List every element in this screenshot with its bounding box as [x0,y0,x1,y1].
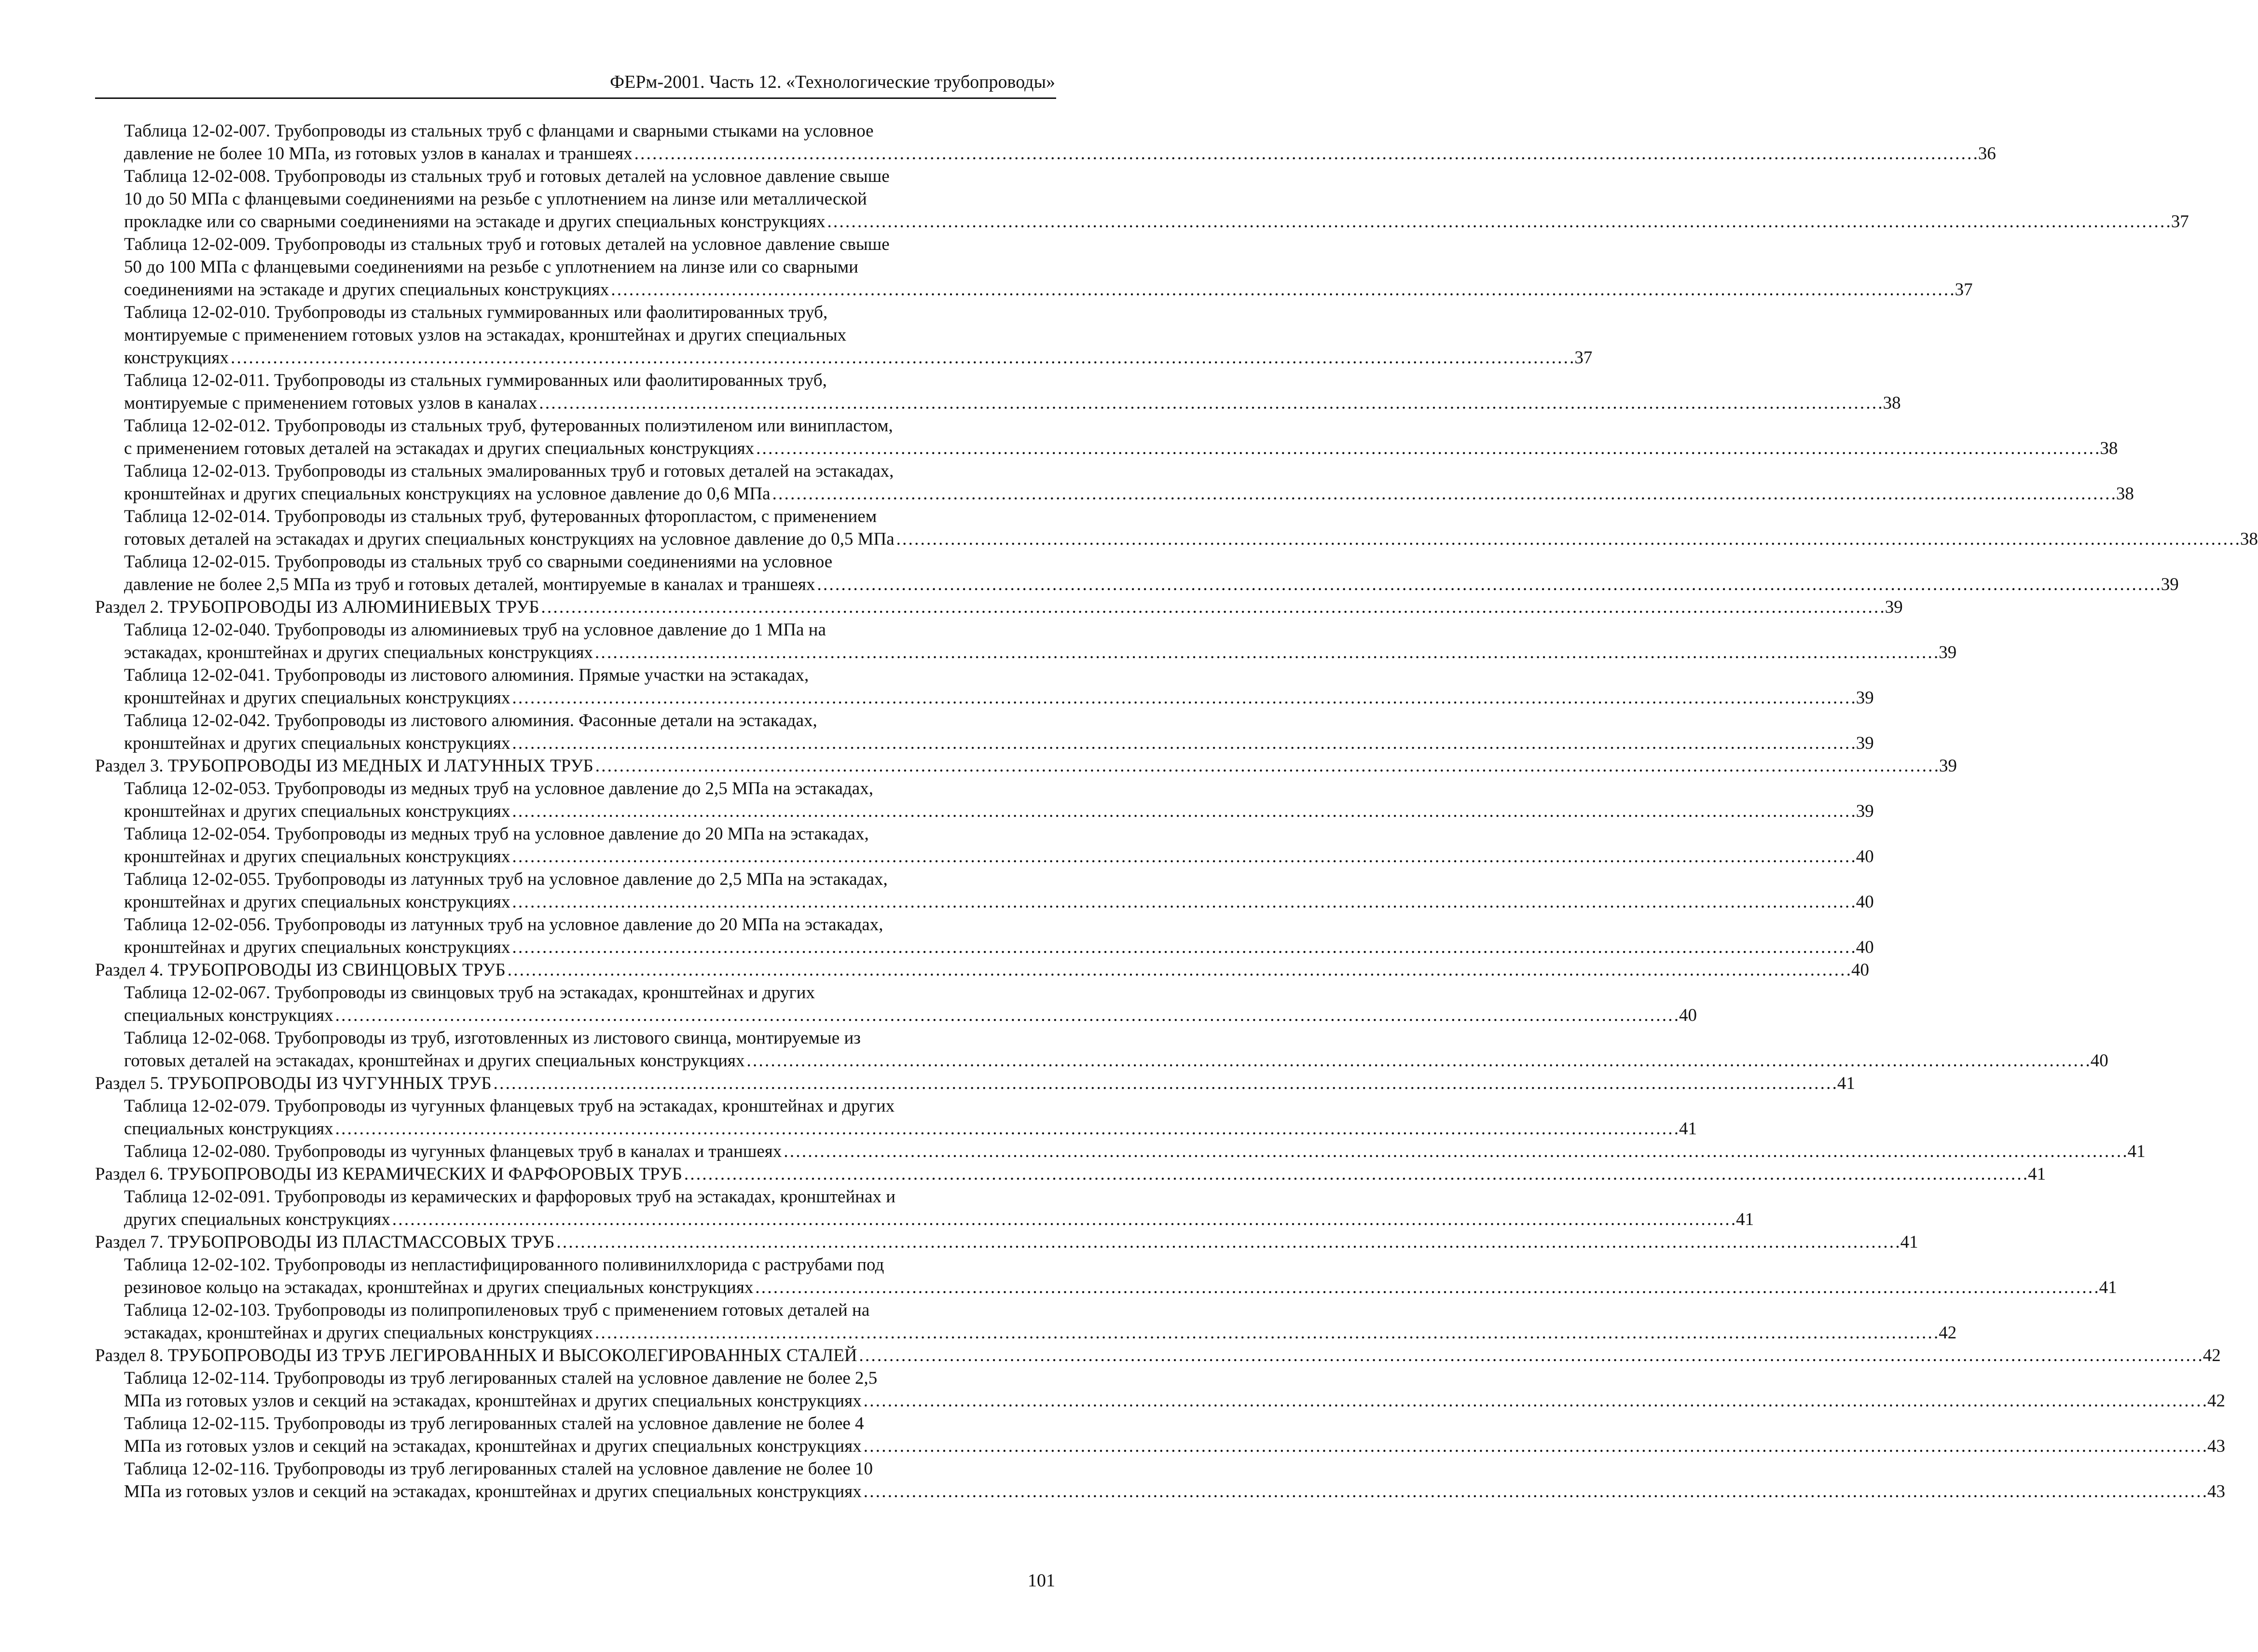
toc-section-entry[interactable] [95,959,1869,981]
toc-entry-line: Таблица 12-02-080. Трубопроводы из чугунных фланцевых труб в каналах и траншеях [124,1142,782,1161]
toc-entry-line: Таблица 12-02-040. Трубопроводы из алюминиевых труб на условное давление до 1 МПа на [124,620,826,640]
toc-entry-line: резиновое кольцо на эстакадах, кронштейнах и других специальных конструкциях [124,1278,754,1297]
toc-entry-line: готовых деталей на эстакадах и других специальных конструкциях на условное давление до 0,5 МПа [124,529,895,549]
toc-entry-line: эстакадах, кронштейнах и других специальных конструкциях [124,643,593,662]
toc-table-entry[interactable] [95,1027,2108,1072]
toc-entry-last-line [95,1231,1918,1253]
toc-entry-last-line [124,891,1874,913]
toc-section-entry[interactable] [95,755,1957,777]
toc-page-ref: 37 [1955,280,1973,300]
dot-leader [896,528,2238,551]
toc-entry-line: специальных конструкциях [124,1119,333,1139]
dot-leader [595,1322,1937,1344]
toc-page-ref: 39 [1856,688,1874,708]
toc-page-ref: 38 [1883,393,1901,413]
toc-entry-line: Раздел 6. ТРУБОПРОВОДЫ ИЗ КЕРАМИЧЕСКИХ И ФАРФОРОВЫХ ТРУБ [95,1164,682,1184]
toc-entry-line: давление не более 10 МПа, из готовых узлов в каналах и траншеях [124,144,633,164]
dot-leader [595,755,1937,777]
toc-entry-line: кронштейнах и других специальных конструкциях [124,733,510,753]
dot-leader [512,845,1854,868]
toc-entry-line: монтируемые с применением готовых узлов на эстакадах, кронштейнах и других специальных [124,325,847,345]
toc-page-ref: 41 [1837,1074,1855,1093]
toc-page-ref: 40 [2090,1051,2108,1071]
toc-entry-line: Таблица 12-02-114. Трубопроводы из труб легированных сталей на условное давление не более 2,5 [124,1368,878,1388]
toc-page-ref: 37 [1574,348,1593,368]
toc-entry-line: Таблица 12-02-012. Трубопроводы из стальных труб, футерованных полиэтиленом или винипластом, [124,416,893,436]
toc-entry-line: Таблица 12-02-103. Трубопроводы из полипропиленовых труб с применением готовых деталей на [124,1300,870,1320]
toc-table-entry[interactable] [95,1140,2146,1163]
toc-entry-line: эстакадах, кронштейнах и других специальных конструкциях [124,1323,593,1343]
toc-table-entry[interactable] [95,1095,1697,1140]
toc-page-ref: 41 [2028,1164,2046,1184]
toc-entry-last-line [124,800,1874,823]
toc-entry-line: Раздел 4. ТРУБОПРОВОДЫ ИЗ СВИНЦОВЫХ ТРУБ [95,960,506,980]
toc-entry-line: Таблица 12-02-067. Трубопроводы из свинцовых труб на эстакадах, кронштейнах и других [124,983,815,1003]
toc-entry-line: Таблица 12-02-014. Трубопроводы из стальных труб, футерованных фторопластом, с применением [124,507,877,526]
toc-table-entry[interactable] [95,1253,2117,1299]
dot-leader [512,687,1854,709]
toc-entry-last-line [95,1344,2221,1367]
toc-entry-last-line [124,210,2189,233]
toc-table-entry[interactable] [95,233,1973,301]
toc-entry-last-line [124,278,1973,301]
dot-leader [611,278,1953,301]
dot-leader [755,1276,2097,1299]
toc-entry-last-line [124,1390,2225,1412]
dot-leader [556,1231,1898,1253]
dot-leader [772,482,2114,505]
toc-table-entry[interactable] [95,777,1874,823]
dot-leader [864,1480,2205,1503]
toc-table-entry[interactable] [95,913,1874,959]
toc-page-ref: 39 [1856,801,1874,821]
dot-leader [817,573,2159,596]
toc-entry-line: Таблица 12-02-013. Трубопроводы из стальных эмалированных труб и готовых деталей на эстакадах, [124,461,894,481]
toc-table-entry[interactable] [95,505,2258,551]
toc-entry-last-line [124,1480,2225,1503]
toc-entry-last-line [124,573,2179,596]
toc-section-entry[interactable] [95,1072,1855,1095]
toc-entry-line: Таблица 12-02-079. Трубопроводы из чугунных фланцевых труб на эстакадах, кронштейнах и других [124,1096,895,1116]
toc-entry-line: соединениями на эстакаде и других специальных конструкциях [124,280,609,300]
dot-leader [392,1208,1734,1231]
toc-table-entry[interactable] [95,981,1697,1027]
toc-entry-last-line [124,437,2118,460]
dot-leader [864,1390,2205,1412]
toc-entry-line: монтируемые с применением готовых узлов в каналах [124,393,537,413]
toc-entry-last-line [124,1435,2225,1458]
toc-entry-last-line [124,392,1901,414]
toc-entry-line: Раздел 7. ТРУБОПРОВОДЫ ИЗ ПЛАСТМАССОВЫХ ТРУБ [95,1232,555,1252]
toc-entry-line: Таблица 12-02-055. Трубопроводы из латунных труб на условное давление до 2,5 МПа на эстакадах, [124,869,888,889]
toc-entry-line: Раздел 3. ТРУБОПРОВОДЫ ИЗ МЕДНЫХ И ЛАТУННЫХ ТРУБ [95,756,593,776]
toc-entry-line: кронштейнах и других специальных конструкциях [124,847,510,867]
toc-section-entry[interactable] [95,596,1903,619]
toc-entry-last-line [124,641,1957,664]
toc-entry-line: Таблица 12-02-091. Трубопроводы из керамических и фарфоровых труб на эстакадах, кронштейнах и [124,1187,896,1207]
dot-leader [747,1049,2089,1072]
dot-leader [827,210,2169,233]
toc-entry-line: других специальных конструкциях [124,1210,390,1229]
toc-page-ref: 40 [1856,937,1874,957]
toc-table-entry[interactable] [95,369,1901,414]
toc-table-entry[interactable] [95,709,1874,755]
toc-entry-line: кронштейнах и других специальных конструкциях [124,937,510,957]
toc-page-ref: 38 [2240,529,2258,549]
dot-leader [231,346,1572,369]
toc-entry-line: специальных конструкциях [124,1005,333,1025]
page-number: 101 [1028,1570,1055,1591]
toc-page-ref: 41 [2127,1142,2146,1161]
toc-entry-line: Таблица 12-02-053. Трубопроводы из медных труб на условное давление до 2,5 МПа на эстакадах, [124,779,873,798]
toc-entry-line: МПа из готовых узлов и секций на эстакадах, кронштейнах и других специальных конструкциях [124,1436,862,1456]
toc-entry-line: Таблица 12-02-115. Трубопроводы из труб легированных сталей на условное давление не более 4 [124,1414,864,1433]
toc-table-entry[interactable] [95,1299,1957,1344]
toc-page-ref: 39 [1939,643,1957,662]
toc-table-entry[interactable] [95,664,1874,709]
toc-page-ref: 38 [2116,484,2134,504]
toc-entry-line: Таблица 12-02-102. Трубопроводы из непластифицированного поливинилхлорида с раструбами под [124,1255,884,1275]
toc-entry-line: МПа из готовых узлов и секций на эстакадах, кронштейнах и других специальных конструкциях [124,1391,862,1411]
toc-entry-last-line [124,1117,1697,1140]
toc-page-ref: 43 [2207,1482,2225,1501]
toc-entry-line: Таблица 12-02-068. Трубопроводы из труб, изготовленных из листового свинца, монтируемые из [124,1028,861,1048]
toc-table-entry[interactable] [95,619,1957,664]
toc-table-entry[interactable] [95,1458,2225,1503]
toc-entry-line: готовых деталей на эстакадах, кронштейнах и других специальных конструкциях [124,1051,745,1071]
toc-page-ref: 40 [1856,847,1874,867]
toc-page-ref: 40 [1856,892,1874,912]
toc-entry-line: 10 до 50 МПа с фланцевыми соединениями на резьбе с уплотнением на линзе или металлической [124,189,867,209]
toc-entry-line: Раздел 5. ТРУБОПРОВОДЫ ИЗ ЧУГУННЫХ ТРУБ [95,1074,492,1093]
toc-entry-line: 50 до 100 МПа с фланцевыми соединениями на резьбе с уплотнением на линзе или со сварными [124,257,858,277]
toc-entry-last-line [124,687,1874,709]
toc-entry-line: кронштейнах и других специальных конструкциях [124,801,510,821]
toc-entry-line: конструкциях [124,348,229,368]
dot-leader [864,1435,2205,1458]
toc-entry-line: Раздел 8. ТРУБОПРОВОДЫ ИЗ ТРУБ ЛЕГИРОВАННЫХ И ВЫСОКОЛЕГИРОВАННЫХ СТАЛЕЙ [95,1346,857,1365]
dot-leader [512,891,1854,913]
toc-entry-last-line [124,142,1996,165]
toc-entry-line: Таблица 12-02-007. Трубопроводы из стальных труб с фланцами и сварными стыками на условное [124,121,874,141]
toc-entry-last-line [124,346,1593,369]
dot-leader [494,1072,1835,1095]
toc-table-entry[interactable] [95,1185,1754,1231]
toc-page-ref: 42 [2203,1346,2221,1365]
toc-entry-line: Таблица 12-02-015. Трубопроводы из стальных труб со сварными соединениями на условное [124,552,833,572]
toc-page-ref: 39 [1939,756,1957,776]
toc-entry-last-line [95,596,1903,619]
toc-page-ref: 39 [2161,575,2179,594]
toc-entry-last-line [124,1208,1754,1231]
toc-page-ref: 39 [1885,597,1903,617]
toc-entry-last-line [124,1140,2146,1163]
toc-entry-last-line [95,1163,2046,1185]
dot-leader [595,641,1937,664]
toc-page-ref: 41 [2099,1278,2117,1297]
toc-table-entry[interactable] [95,301,1593,369]
toc-page-ref: 39 [1856,733,1874,753]
toc-entry-last-line [124,732,1874,755]
toc-entry-line: Раздел 2. ТРУБОПРОВОДЫ ИЗ АЛЮМИНИЕВЫХ ТРУБ [95,597,539,617]
toc-entry-line: Таблица 12-02-042. Трубопроводы из листового алюминия. Фасонные детали на эстакадах, [124,711,817,730]
toc-page-ref: 38 [2100,439,2118,458]
toc-table-entry[interactable] [95,823,1874,868]
toc-table-entry[interactable] [95,460,2134,505]
toc-entry-last-line [124,1004,1697,1027]
dot-leader [512,936,1854,959]
toc-entry-last-line [124,845,1874,868]
toc-entry-line: Таблица 12-02-009. Трубопроводы из стальных труб и готовых деталей на условное давление свыше [124,234,890,254]
table-of-contents [95,120,2258,1503]
toc-table-entry[interactable] [95,165,2189,233]
toc-entry-last-line [124,1276,2117,1299]
toc-table-entry[interactable] [95,1367,2225,1412]
toc-entry-line: Таблица 12-02-116. Трубопроводы из труб легированных сталей на условное давление не более 10 [124,1459,873,1479]
header-rule [95,97,1056,99]
toc-table-entry[interactable] [95,551,2179,596]
toc-entry-line: прокладке или со сварными соединениями на эстакаде и других специальных конструкциях [124,212,826,232]
toc-entry-line: Таблица 12-02-010. Трубопроводы из стальных гуммированных или фаолитированных труб, [124,303,828,322]
toc-entry-last-line [124,528,2258,551]
toc-entry-last-line [124,936,1874,959]
toc-page-ref: 36 [1978,144,1996,164]
toc-entry-last-line [124,482,2134,505]
toc-entry-last-line [124,1322,1957,1344]
toc-page-ref: 41 [1736,1210,1754,1229]
dot-leader [859,1344,2201,1367]
toc-table-entry[interactable] [95,868,1874,913]
dot-leader [541,596,1883,619]
toc-table-entry[interactable] [95,1412,2225,1458]
toc-entry-line: Таблица 12-02-054. Трубопроводы из медных труб на условное давление до 20 МПа на эстакадах, [124,824,869,844]
dot-leader [684,1163,2026,1185]
toc-entry-line: Таблица 12-02-056. Трубопроводы из латунных труб на условное давление до 20 МПа на эстакадах, [124,915,883,935]
toc-page-ref: 40 [1679,1005,1697,1025]
toc-table-entry[interactable] [95,414,2118,460]
toc-page-ref: 37 [2171,212,2189,232]
toc-table-entry[interactable] [95,120,1996,165]
dot-leader [756,437,2098,460]
toc-page-ref: 42 [2207,1391,2225,1411]
toc-entry-line: кронштейнах и других специальных конструкциях на условное давление до 0,6 МПа [124,484,771,504]
dot-leader [512,800,1854,823]
toc-entry-last-line [124,1049,2108,1072]
dot-leader [784,1140,2125,1163]
toc-entry-line: Таблица 12-02-008. Трубопроводы из стальных труб и готовых деталей на условное давление свыше [124,166,890,186]
toc-entry-line: с применением готовых деталей на эстакадах и других специальных конструкциях [124,439,755,458]
toc-entry-last-line [95,959,1869,981]
toc-entry-line: кронштейнах и других специальных конструкциях [124,688,510,708]
toc-entry-line: Таблица 12-02-011. Трубопроводы из стальных гуммированных или фаолитированных труб, [124,371,827,390]
dot-leader [539,392,1881,414]
toc-page-ref: 40 [1851,960,1869,980]
dot-leader [512,732,1854,755]
toc-entry-line: кронштейнах и других специальных конструкциях [124,892,510,912]
running-header: ФЕРм-2001. Часть 12. «Технологические трубопроводы» [610,72,1055,92]
toc-page-ref: 41 [1679,1119,1697,1139]
toc-section-entry[interactable] [95,1231,1918,1253]
toc-entry-last-line [95,1072,1855,1095]
dot-leader [634,142,1976,165]
toc-entry-last-line [95,755,1957,777]
dot-leader [335,1004,1677,1027]
toc-section-entry[interactable] [95,1344,2221,1367]
dot-leader [508,959,1849,981]
toc-entry-line: Таблица 12-02-041. Трубопроводы из листового алюминия. Прямые участки на эстакадах, [124,665,809,685]
toc-page-ref: 41 [1900,1232,1918,1252]
toc-entry-line: МПа из готовых узлов и секций на эстакадах, кронштейнах и других специальных конструкциях [124,1482,862,1501]
toc-entry-line: давление не более 2,5 МПа из труб и готовых деталей, монтируемые в каналах и траншеях [124,575,815,594]
toc-section-entry[interactable] [95,1163,2046,1185]
dot-leader [335,1117,1677,1140]
toc-page-ref: 43 [2207,1436,2225,1456]
toc-page-ref: 42 [1939,1323,1957,1343]
